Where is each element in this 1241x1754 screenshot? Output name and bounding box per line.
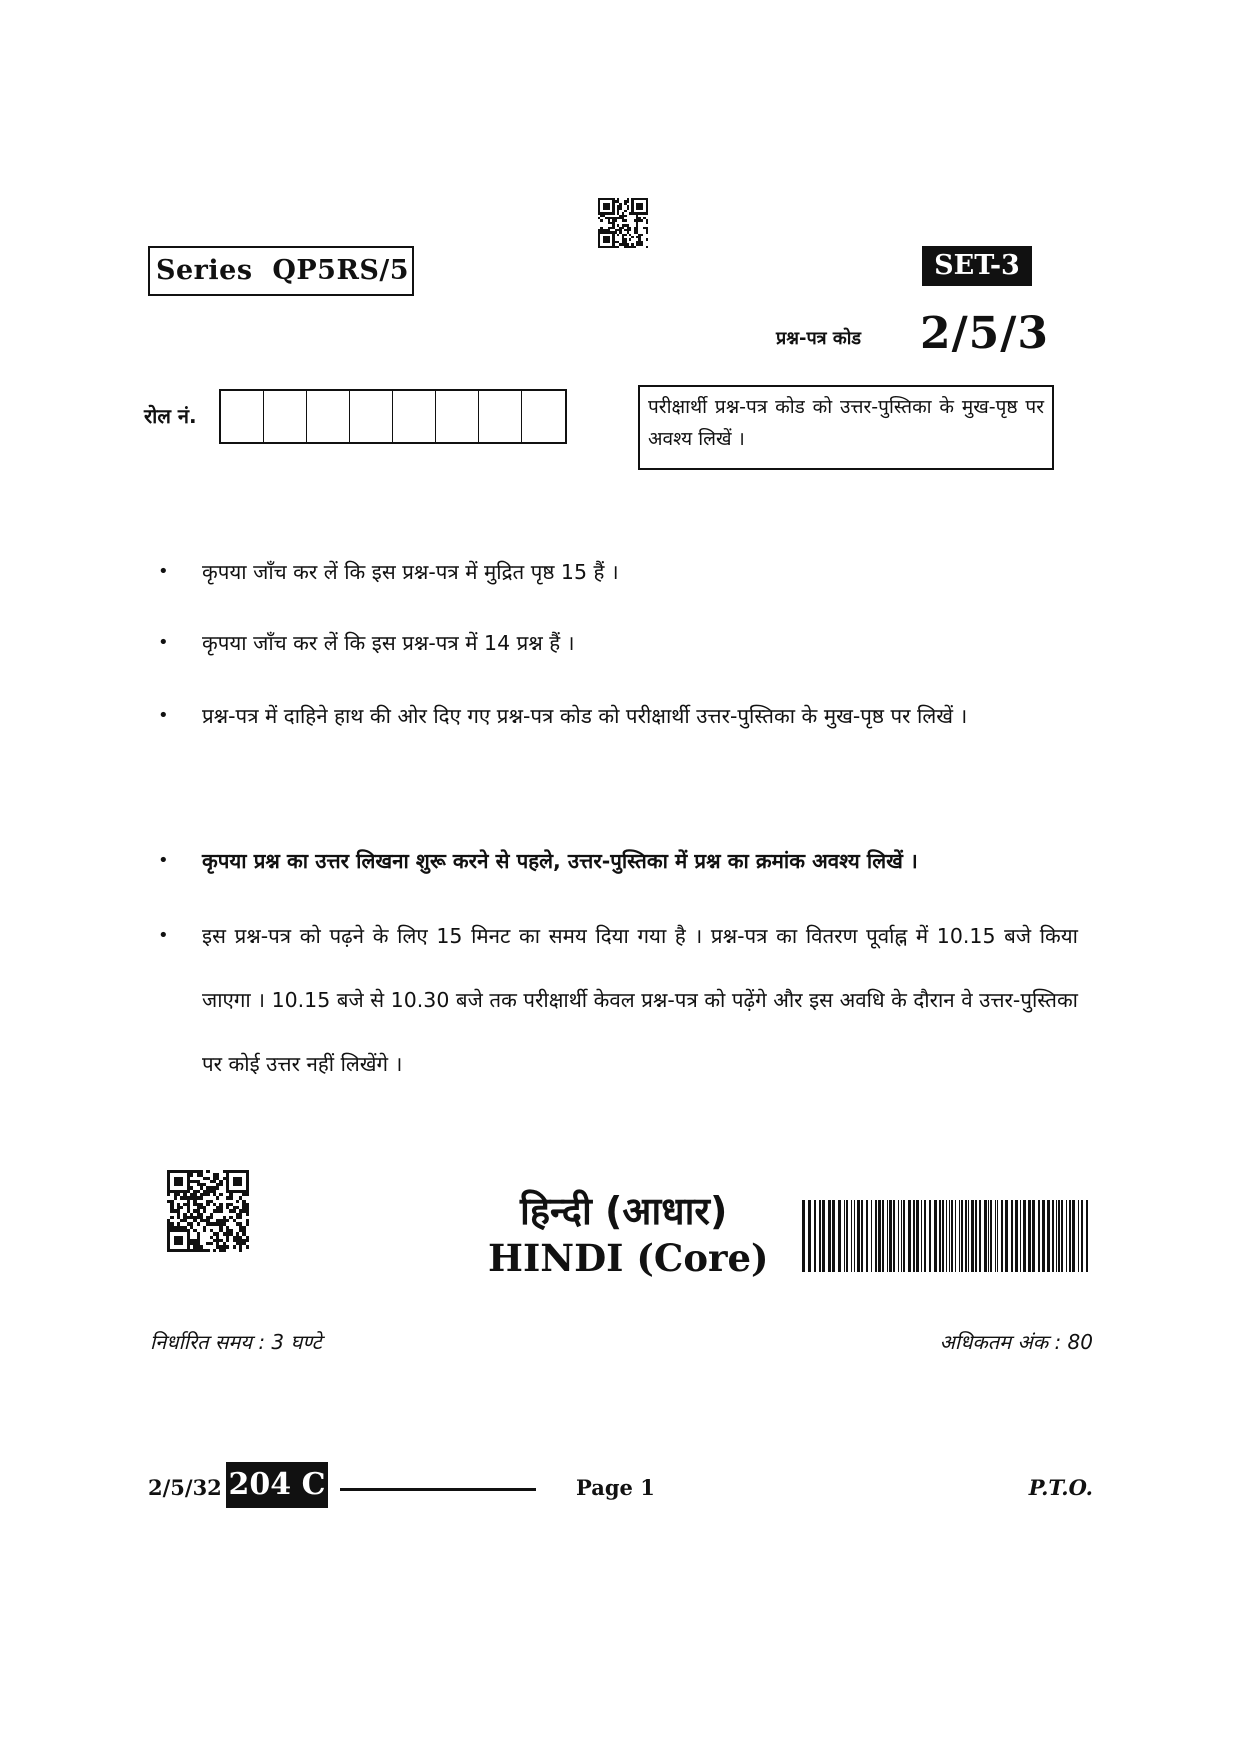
roll-number-box[interactable]	[393, 391, 436, 442]
page-number: Page 1	[576, 1475, 655, 1500]
paper-code-label: प्रश्न-पत्र कोड	[776, 328, 861, 349]
maximum-marks: अधिकतम अंक : 80	[939, 1330, 1093, 1354]
pto-label: P.T.O.	[1028, 1475, 1093, 1500]
instruction-text: कृपया प्रश्न का उत्तर लिखना शुरू करने से पहले, उत्तर-पुस्तिका में प्रश्न का क्रमांक अवश्य लिखें ।	[202, 849, 918, 873]
roll-number-box[interactable]	[479, 391, 522, 442]
qr-code-bottom	[167, 1170, 249, 1252]
roll-number-box[interactable]	[350, 391, 393, 442]
time-allowed: निर्धारित समय : 3 घण्टे	[150, 1330, 322, 1354]
notice-text: परीक्षार्थी प्रश्न-पत्र कोड को उत्तर-पुस्तिका के मुख-पृष्ठ पर अवश्य लिखें ।	[648, 396, 1044, 450]
bullet: •	[158, 705, 169, 726]
footer-rule	[340, 1488, 536, 1491]
roll-number-box[interactable]	[221, 391, 264, 442]
instruction-text: प्रश्न-पत्र में दाहिने हाथ की ओर दिए गए प्रश्न-पत्र कोड को परीक्षार्थी उत्तर-पुस्तिका के मुख-पृष्ठ पर लिखें ।	[202, 704, 968, 728]
roll-number-box[interactable]	[264, 391, 307, 442]
notice-box	[638, 385, 1054, 470]
bullet: •	[158, 632, 169, 653]
roll-number-boxes[interactable]	[219, 389, 567, 444]
series-box	[148, 246, 414, 296]
paper-code-value: 2/5/3	[920, 308, 1049, 359]
bullet: •	[158, 925, 169, 946]
roll-number-box[interactable]	[307, 391, 350, 442]
subject-title-english: HINDI (Core)	[488, 1236, 769, 1280]
set-badge: SET-3	[922, 246, 1032, 286]
barcode	[802, 1200, 1092, 1272]
bullet: •	[158, 850, 169, 871]
instruction-text: कृपया जाँच कर लें कि इस प्रश्न-पत्र में 14 प्रश्न हैं ।	[202, 631, 575, 655]
roll-number-box[interactable]	[436, 391, 479, 442]
roll-number-box[interactable]	[522, 391, 565, 442]
footer-badge: 204 C	[226, 1462, 328, 1508]
bullet: •	[158, 561, 169, 582]
instruction-text: कृपया जाँच कर लें कि इस प्रश्न-पत्र में मुद्रित पृष्ठ 15 हैं ।	[202, 560, 619, 584]
qr-code-top	[598, 198, 648, 248]
subject-title-hindi: हिन्दी (आधार)	[520, 1189, 728, 1233]
series-label: Series QP5RS/5	[156, 255, 410, 286]
roll-number-label: रोल नं.	[144, 404, 197, 428]
footer-code: 2/5/32	[148, 1475, 222, 1500]
instruction-text: इस प्रश्न-पत्र को पढ़ने के लिए 15 मिनट का समय दिया गया है । प्रश्न-पत्र का वितरण पूर्वाह्न में 10.15 बजे किया जाएगा । 10.15 बजे से 10.30 बजे तक परीक्षार्थी केवल प्रश्न-पत्र को पढ़ेंगे और इस अवधि के दौरान वे उत्तर-पुस्तिका पर कोई उत्तर नहीं लिखेंगे ।	[202, 924, 1078, 1076]
